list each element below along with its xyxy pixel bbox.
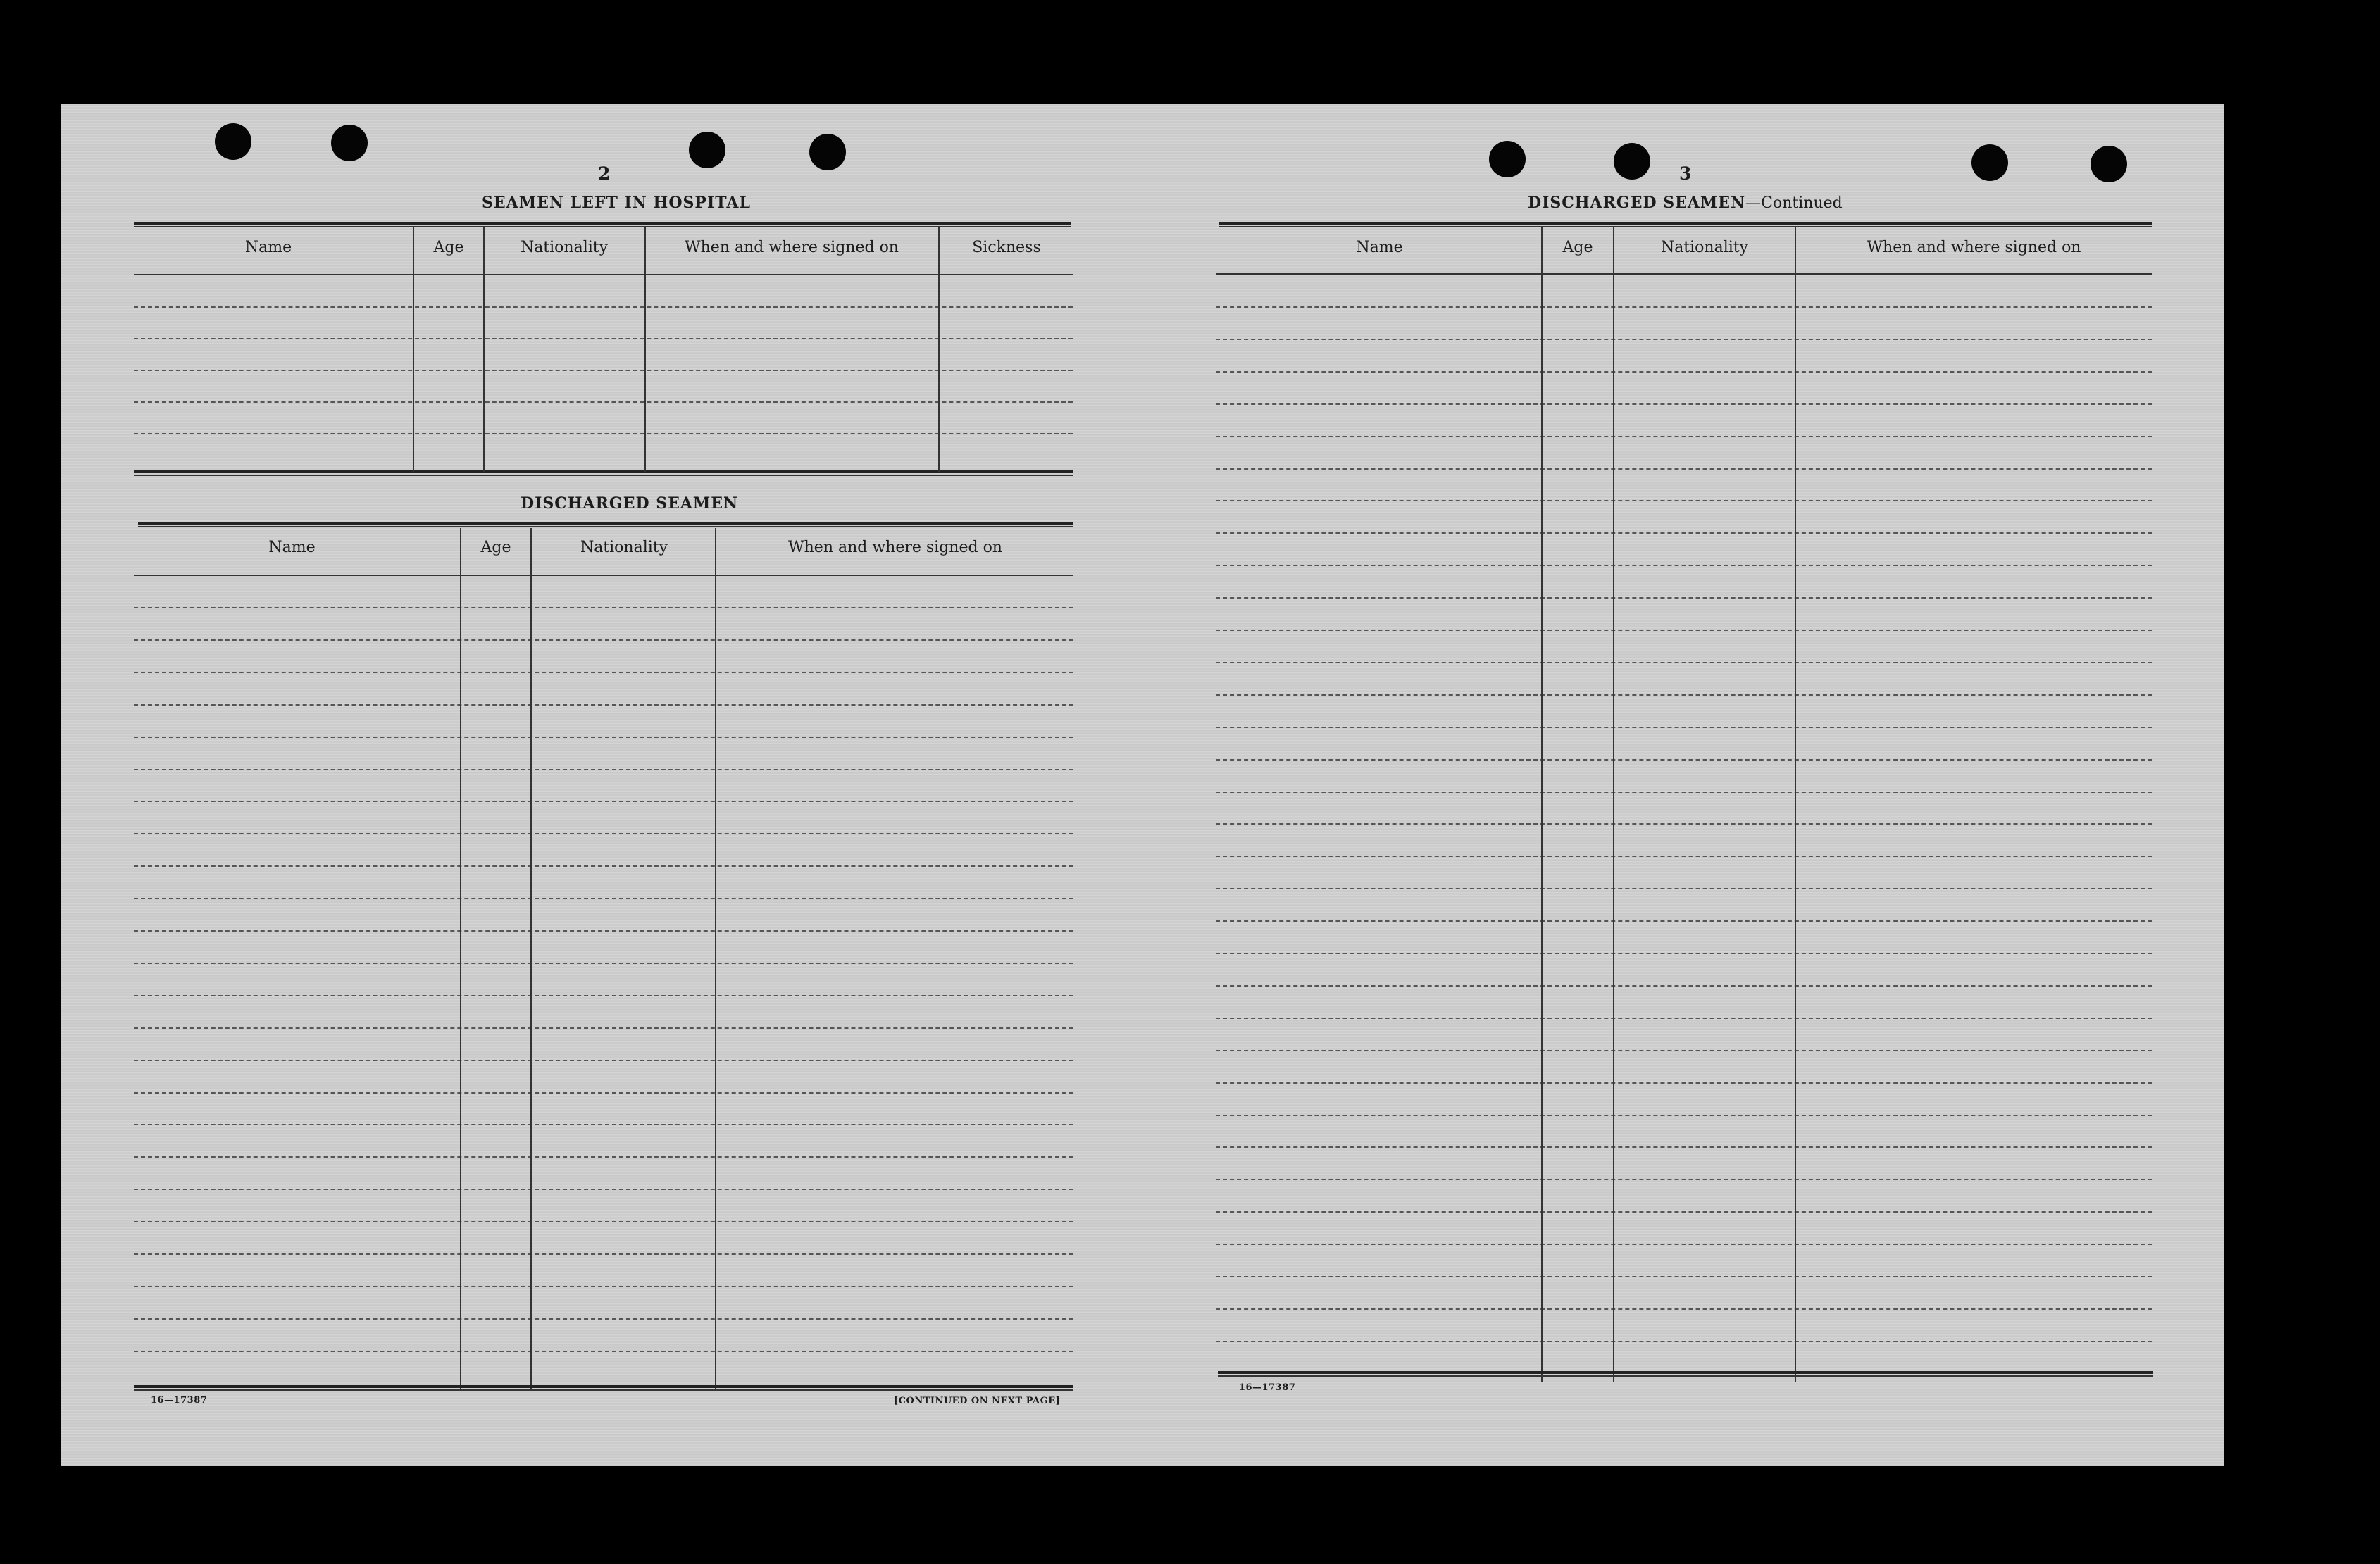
- punch-hole: [2091, 146, 2127, 182]
- table-row-line: [134, 672, 1073, 673]
- table-row-line: [134, 801, 1073, 802]
- table-row-line: [134, 370, 1073, 371]
- column-header-age: Age: [1562, 239, 1593, 256]
- column-header-name: Name: [268, 539, 316, 556]
- table-row-line: [134, 433, 1073, 434]
- table-row-line: [134, 963, 1073, 964]
- table-row-line: [1216, 920, 2152, 922]
- table-row-line: [134, 865, 1073, 867]
- right-page-bottom-rule: [1218, 1371, 2153, 1377]
- table-row-line: [1216, 436, 2152, 437]
- right-header-rule: [1216, 273, 2152, 275]
- column-divider: [460, 528, 461, 1391]
- column-divider: [483, 227, 485, 472]
- column-header-sickness: Sickness: [972, 239, 1041, 256]
- table-row-line: [1216, 985, 2152, 987]
- left-page-bottom-rule: [134, 1385, 1073, 1391]
- table-row-line: [1216, 823, 2152, 825]
- discharged-table-title: DISCHARGED SEAMEN: [521, 494, 739, 513]
- table-row-line: [134, 1351, 1073, 1352]
- table-row-line: [134, 1027, 1073, 1029]
- column-header-nationality: Nationality: [1660, 239, 1749, 256]
- column-divider: [1541, 227, 1543, 1382]
- table-row-line: [1216, 856, 2152, 857]
- punch-hole: [1614, 143, 1650, 180]
- table-row-line: [1216, 953, 2152, 954]
- column-header-when-where: When and where signed on: [788, 539, 1002, 556]
- page-number-right: 3: [1679, 163, 1692, 184]
- table-row-line: [1216, 759, 2152, 761]
- table-row-line: [134, 1318, 1073, 1320]
- table-row-line: [134, 769, 1073, 770]
- table-row-line: [1216, 1146, 2152, 1148]
- table-row-line: [1216, 500, 2152, 501]
- column-divider: [715, 528, 716, 1391]
- hospital-header-rule: [134, 274, 1073, 275]
- table-row-line: [1216, 662, 2152, 663]
- form-sheet: [61, 104, 2224, 1466]
- table-row-line: [134, 930, 1073, 932]
- table-row-line: [134, 995, 1073, 996]
- form-number-right: 16—17387: [1239, 1382, 1296, 1393]
- table-row-line: [1216, 1308, 2152, 1310]
- table-row-line: [1216, 339, 2152, 340]
- table-row-line: [1216, 1244, 2152, 1245]
- table-row-line: [1216, 403, 2152, 405]
- table-row-line: [1216, 792, 2152, 793]
- table-row-line: [1216, 1341, 2152, 1342]
- punch-hole: [1971, 144, 2008, 181]
- table-row-line: [134, 1092, 1073, 1094]
- column-header-nationality: Nationality: [580, 539, 668, 556]
- table-row-line: [134, 306, 1073, 308]
- column-divider: [644, 227, 646, 472]
- table-row-line: [1216, 1082, 2152, 1084]
- column-divider: [1795, 227, 1796, 1382]
- table-row-line: [134, 607, 1073, 608]
- punch-hole: [689, 132, 725, 168]
- discharged-continued-title-main: DISCHARGED SEAMEN: [1528, 194, 1746, 212]
- column-divider: [938, 227, 940, 472]
- hospital-table-bottom-rule: [134, 470, 1073, 476]
- hospital-table-title: SEAMEN LEFT IN HOSPITAL: [482, 194, 751, 212]
- column-header-nationality: Nationality: [520, 239, 609, 256]
- column-header-age: Age: [480, 539, 511, 556]
- column-header-when-where: When and where signed on: [1867, 239, 2081, 256]
- table-row-line: [134, 833, 1073, 834]
- table-row-line: [134, 1286, 1073, 1287]
- discharged-continued-title-suffix: —Continued: [1745, 194, 1843, 212]
- continued-note: [CONTINUED ON NEXT PAGE]: [894, 1396, 1061, 1406]
- punch-hole: [331, 125, 368, 161]
- table-row-line: [134, 737, 1073, 738]
- table-row-line: [1216, 1211, 2152, 1213]
- table-row-line: [134, 898, 1073, 899]
- table-row-line: [134, 639, 1073, 641]
- table-row-line: [134, 401, 1073, 403]
- table-row-line: [134, 1189, 1073, 1190]
- column-header-name: Name: [244, 239, 292, 256]
- column-header-when-where: When and where signed on: [685, 239, 899, 256]
- table-row-line: [1216, 1115, 2152, 1116]
- table-row-line: [1216, 888, 2152, 889]
- column-divider: [413, 227, 414, 472]
- table-row-line: [1216, 727, 2152, 728]
- punch-hole: [809, 134, 846, 170]
- table-row-line: [134, 1060, 1073, 1061]
- discharged-table-top-rule: [138, 522, 1073, 527]
- table-row-line: [1216, 565, 2152, 566]
- hospital-table-top-rule: [134, 222, 1071, 227]
- page-number-left: 2: [598, 163, 611, 184]
- table-row-line: [1216, 306, 2152, 308]
- discharged-continued-title: [1528, 194, 1843, 212]
- table-row-line: [1216, 1018, 2152, 1019]
- table-row-line: [1216, 1050, 2152, 1051]
- table-row-line: [134, 1156, 1073, 1158]
- table-row-line: [1216, 1276, 2152, 1277]
- table-row-line: [1216, 597, 2152, 599]
- punch-hole: [215, 123, 251, 160]
- column-divider: [1613, 227, 1614, 1382]
- right-table-top-rule: [1219, 222, 2152, 227]
- table-row-line: [134, 704, 1073, 706]
- table-row-line: [1216, 630, 2152, 631]
- column-header-name: Name: [1356, 239, 1403, 256]
- table-row-line: [134, 1124, 1073, 1125]
- table-row-line: [134, 338, 1073, 339]
- table-row-line: [134, 1221, 1073, 1222]
- form-number-left: 16—17387: [151, 1395, 208, 1406]
- table-row-line: [1216, 468, 2152, 470]
- column-divider: [530, 528, 532, 1391]
- column-header-age: Age: [433, 239, 464, 256]
- discharged-header-rule: [134, 575, 1073, 576]
- table-row-line: [134, 1253, 1073, 1255]
- table-row-line: [1216, 1179, 2152, 1180]
- punch-hole: [1489, 141, 1526, 177]
- table-row-line: [1216, 532, 2152, 534]
- table-row-line: [1216, 694, 2152, 696]
- table-row-line: [1216, 371, 2152, 373]
